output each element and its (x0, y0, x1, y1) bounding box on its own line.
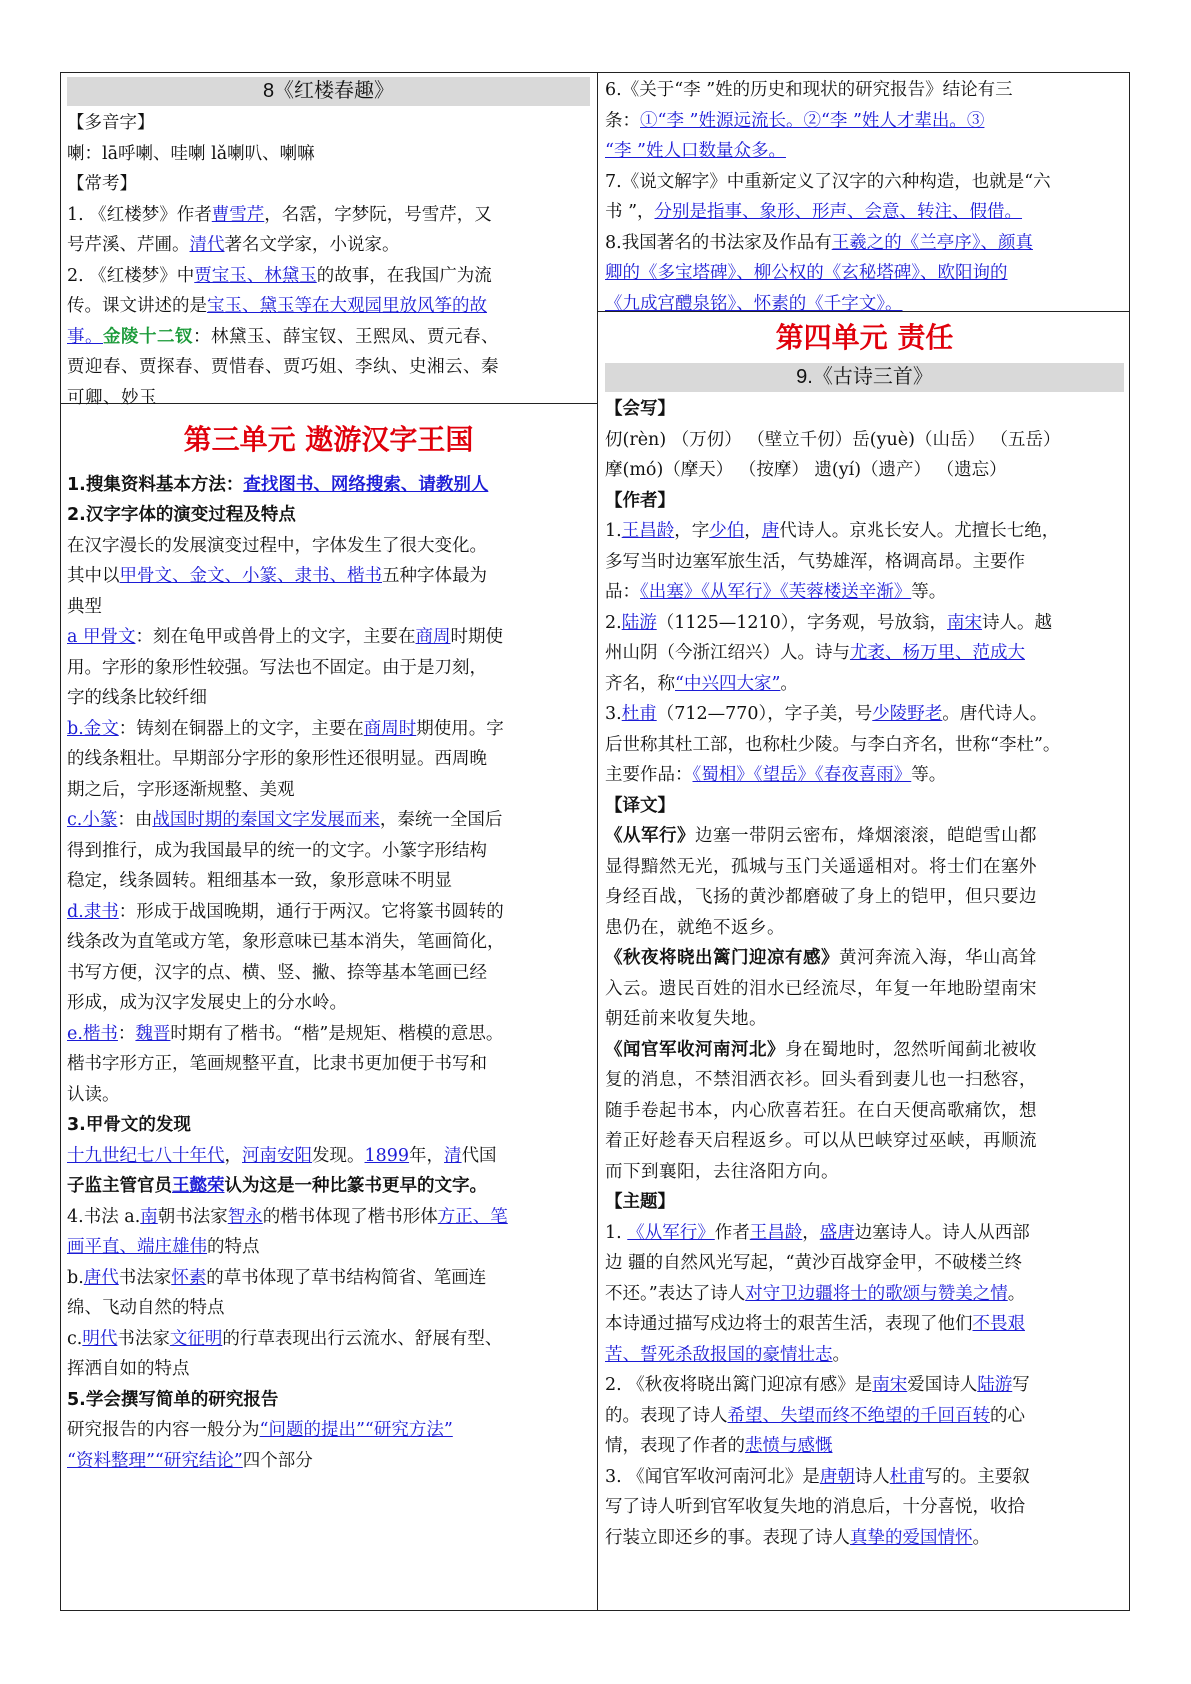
text-line: 形成，成为汉字发展史上的分水岭。 (67, 993, 347, 1013)
notes-sheet (60, 72, 1130, 1611)
fact-1b: 号芹溪、芹圃。清代著名文学家，小说家。 (67, 235, 400, 255)
text-line: 得到推行，成为我国最早的统一的文字。小篆字形结构 (67, 840, 487, 861)
heading-duoyinzi: 【多音字】 (67, 113, 155, 133)
text-line: 十九世纪七八十年代，河南安阳发现。1899年，清代国 (67, 1145, 497, 1166)
lesson-9-title: 9.《古诗三首》 (605, 363, 1124, 392)
text-line: 用。字形的象形性较强。写法也不固定。由于是刀刻， (67, 657, 487, 678)
heading-changkao: 【常考】 (67, 174, 137, 194)
text-line: 楷书字形方正，笔画规整平直，比隶书更加便于书写和 (67, 1054, 487, 1074)
text-line: 边 疆的自然风光写起，“黄沙百战穿金甲，不破楼兰终 (605, 1253, 1023, 1273)
text-line: 认读。 (67, 1084, 120, 1105)
text-line: 《九成宫醴泉铭》、怀素的《千字文》。 (605, 293, 903, 314)
text-line: 品：《出塞》《从军行》《芙蓉楼送辛渐》等。 (605, 582, 947, 602)
text-line: 期之后，字形逐渐规整、美观 (67, 779, 295, 800)
fact-1a: 1. 《红楼梦》作者曹雪芹，名霑，字梦阮，号雪芹，又 (67, 204, 492, 225)
text-line: 【译文】 (605, 795, 675, 816)
text-line: 齐名，称“中兴四大家”。 (605, 673, 798, 694)
text-line: 着正好趁春天启程返乡。可以从巴峡穿过巫峡，再顺流 (605, 1131, 1037, 1151)
text-line: 在汉字漫长的发展演变过程中，字体发生了很大变化。 (67, 535, 487, 556)
lesson-8-title: 8《红楼春趣》 (67, 77, 590, 106)
text-line: 典型 (67, 596, 102, 617)
polyphone-line: 喇：lā呼喇、哇喇 lǎ喇叭、喇嘛 (67, 143, 315, 164)
text-line: c.小篆：由战国时期的秦国文字发展而来，秦统一全国后 (67, 810, 503, 830)
unit-3-title: 第三单元 遨游汉字王国 (183, 423, 474, 456)
text-line: 【作者】 (605, 490, 675, 511)
text-line: 《从军行》边塞一带阴云密布，烽烟滚滚，皑皑雪山都 (605, 826, 1037, 846)
text-line: 情，表现了作者的悲愤与感慨 (605, 1436, 833, 1456)
text-line: d.隶书：形成于战国晚期，通行于两汉。它将篆书圆转的 (67, 901, 504, 922)
text-line: 2.陆游（1125—1210），字务观，号放翁，南宋诗人。越 (605, 612, 1053, 633)
text-line: 3.甲骨文的发现 (67, 1115, 191, 1135)
text-line: 朝廷前来收复失地。 (605, 1009, 767, 1029)
text-line: 其中以甲骨文、金文、小篆、隶书、楷书五种字体最为 (67, 566, 487, 586)
column-divider (597, 73, 598, 1610)
text-line: 7.《说文解字》中重新定义了汉字的六种构造，也就是“六 (605, 171, 1051, 192)
text-line: 画平直、端庄雄伟的特点 (67, 1237, 260, 1257)
text-line: 州山阴（今浙江绍兴）人。诗与尤袤、杨万里、范成大 (605, 643, 1025, 663)
text-line: 行装立即还乡的事。表现了诗人真挚的爱国情怀。 (605, 1527, 990, 1548)
text-line: 5.学会撰写简单的研究报告 (67, 1389, 279, 1410)
text-line: 1.王昌龄，字少伯，唐代诗人。京兆长安人。尤擅长七绝， (605, 521, 1060, 541)
text-line: 《闻官军收河南河北》身在蜀地时，忽然听闻蓟北被收 (605, 1039, 1037, 1060)
text-line: 患仍在，就绝不返乡。 (605, 917, 785, 938)
fact-2e: 可卿、妙玉 (67, 387, 157, 408)
text-line: 子监主管官员王懿荣认为这是一种比篆书更早的文字。 (67, 1176, 487, 1196)
text-line: 字的线条比较纤细 (67, 688, 207, 708)
text-line: 【主题】 (605, 1192, 675, 1212)
text-line: 而下到襄阳，去往洛阳方向。 (605, 1161, 839, 1182)
text-line: 6.《关于“李 ”姓的历史和现状的研究报告》结论有三 (605, 80, 1013, 100)
text-line: 3.杜甫（712—770），字子美，号少陵野老。唐代诗人。 (605, 704, 1048, 724)
text-line: 1.搜集资料基本方法：查找图书、网络搜索、请教别人 (67, 474, 489, 495)
text-line: 3. 《闻官军收河南河北》是唐朝诗人杜甫写的。主要叙 (605, 1466, 1030, 1487)
text-line: a 甲骨文：刻在龟甲或兽骨上的文字，主要在商周时期使 (67, 627, 503, 647)
text-line: 挥洒自如的特点 (67, 1359, 190, 1379)
text-line: 4.书法 a.南朝书法家智永的楷书体现了楷书形体方正、笔 (67, 1206, 508, 1227)
text-line: 不还。”表达了诗人对守卫边疆将士的歌颂与赞美之情。 (605, 1283, 1026, 1304)
text-line: 研究报告的内容一般分为“问题的提出”“研究方法” (67, 1420, 453, 1440)
text-line: “资料整理”“研究结论”四个部分 (67, 1450, 313, 1471)
text-line: 苦、誓死杀敌报国的豪情壮志。 (605, 1344, 850, 1365)
text-line: 显得黯然无光，孤城与玉门关遥遥相对。将士们在塞外 (605, 856, 1037, 877)
unit-3-section (67, 425, 590, 1476)
text-line: b.唐代书法家怀素的草书体现了草书结构简省、笔画连 (67, 1267, 487, 1288)
text-line: 【会写】 (605, 399, 675, 419)
text-line: “李 ”姓人口数量众多。 (605, 141, 786, 161)
fact-2b: 传。课文讲述的是宝玉、黛玉等在大观园里放风筝的故 (67, 296, 487, 316)
text-line: 写了诗人听到官军收复失地的消息后，十分喜悦，收拾 (605, 1497, 1025, 1517)
text-line: 书写方便，汉字的点、横、竖、撇、捺等基本笔画已经 (67, 962, 487, 983)
text-line: 入云。遗民百姓的泪水已经流尽，年复一年地盼望南宋 (605, 978, 1037, 999)
lesson-8-section (67, 77, 590, 413)
text-line: 主要作品：《蜀相》《望岳》《春夜喜雨》等。 (605, 765, 947, 785)
text-line: 2.汉字字体的演变过程及特点 (67, 505, 296, 525)
text-line: 后世称其杜工部，也称杜少陵。与李白齐名，世称“李杜”。 (605, 734, 1061, 755)
text-line: 仞(rèn) （万仞） （壁立千仞）岳(yuè)（山岳） （五岳） (605, 429, 1061, 450)
unit-4-title: 第四单元 责任 (775, 321, 954, 354)
text-line: 绵、飞动自然的特点 (67, 1298, 225, 1318)
unit-4-section (605, 317, 1124, 1553)
fact-2c: 事。金陵十二钗：林黛玉、薛宝钗、王熙凤、贾元春、 (67, 326, 499, 347)
text-line: 身经百战，飞扬的黄沙都磨破了身上的铠甲，但只要边 (605, 887, 1037, 907)
text-line: e.楷书：魏晋时期有了楷书。“楷”是规矩、楷模的意思。 (67, 1023, 504, 1044)
text-line: 8.我国著名的书法家及作品有王羲之的《兰亭序》、颜真 (605, 232, 1033, 253)
text-line: 的。表现了诗人希望、失望而终不绝望的千回百转的心 (605, 1405, 1025, 1426)
text-line: 本诗通过描写戍边将士的艰苦生活，表现了他们不畏艰 (605, 1314, 1025, 1334)
fact-2a: 2. 《红楼梦》中贾宝玉、林黛玉的故事，在我国广为流 (67, 265, 492, 286)
text-line: 稳定，线条圆转。粗细基本一致，象形意味不明显 (67, 871, 452, 891)
text-line: 1. 《从军行》作者王昌龄，盛唐边塞诗人。诗人从西部 (605, 1222, 1030, 1243)
text-line: 条：①“李 ”姓源远流长。②“李 ”姓人才辈出。③ (605, 110, 985, 131)
text-line: 复的消息，不禁泪洒衣衫。回头看到妻儿也一扫愁容， (605, 1070, 1037, 1090)
text-line: 线条改为直笔或方笔，象形意味已基本消失，笔画简化， (67, 932, 505, 952)
text-line: 摩(mó)（摩天） （按摩） 遗(yí)（遗产） （遗忘） (605, 460, 1007, 480)
text-line: 的线条粗壮。早期部分字形的象形性还很明显。西周晚 (67, 749, 487, 769)
text-line: b.金文：铸刻在铜器上的文字，主要在商周时期使用。字 (67, 718, 504, 739)
text-line: 书 ”，分别是指事、象形、形声、会意、转注、假借。 (605, 202, 1023, 222)
unit-3-continued-section (605, 75, 1124, 319)
fact-2d: 贾迎春、贾探春、贾惜春、贾巧姐、李纨、史湘云、秦 (67, 357, 499, 377)
text-line: 《秋夜将晓出篱门迎凉有感》黄河奔流入海，华山高耸 (605, 948, 1037, 968)
text-line: 2. 《秋夜将晓出篱门迎凉有感》是南宋爱国诗人陆游写 (605, 1375, 1030, 1395)
text-line: 卿的《多宝塔碑》、柳公权的《玄秘塔碑》、欧阳询的 (605, 263, 1008, 283)
text-line: c.明代书法家文征明的行草表现出行云流水、舒展有型、 (67, 1328, 503, 1349)
text-line: 多写当时边塞军旅生活，气势雄浑，格调高昂。主要作 (605, 551, 1025, 572)
text-line: 随手卷起书本，内心欣喜若狂。在白天便高歌痛饮，想 (605, 1100, 1037, 1121)
